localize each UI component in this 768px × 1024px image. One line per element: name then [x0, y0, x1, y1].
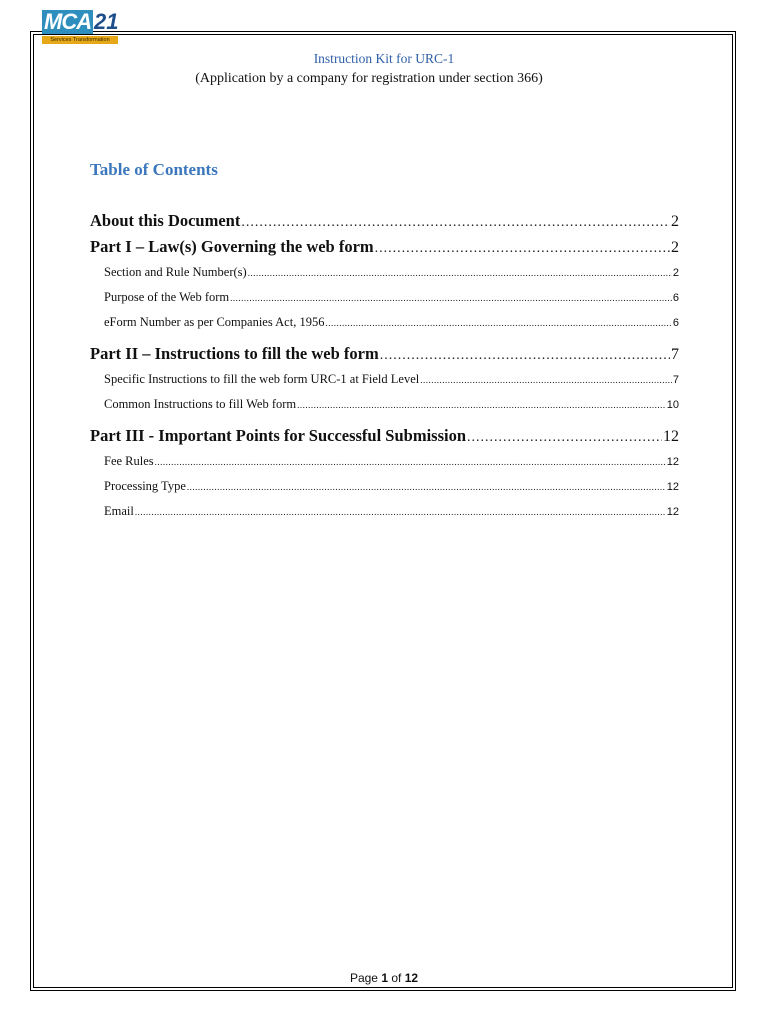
toc-entry-label: Part I – Law(s) Governing the web form: [90, 237, 374, 256]
footer-total-pages: 12: [404, 971, 419, 985]
toc-entry-purpose[interactable]: [90, 285, 679, 310]
logo-text-number: 21: [94, 9, 119, 34]
toc-entry-page: 2: [672, 267, 679, 279]
toc-entry-common-instructions[interactable]: [90, 392, 679, 417]
footer-page-word: Page: [349, 971, 378, 985]
toc-leader-dots: [380, 343, 670, 369]
toc-entry-fee-rules[interactable]: [90, 449, 679, 474]
toc-entry-part-2[interactable]: [90, 341, 679, 367]
toc-entry-part-3[interactable]: [90, 423, 679, 449]
document-subtitle: (Application by a company for registration under section 366): [195, 71, 543, 86]
toc-entry-label: Common Instructions to fill Web form: [104, 397, 297, 411]
toc-entry-label: Fee Rules: [104, 454, 154, 468]
toc-entry-specific-instructions[interactable]: [90, 367, 679, 392]
toc-entry-label: Purpose of the Web form: [104, 290, 230, 304]
logo-tagline: Services Transformation: [42, 36, 118, 44]
toc-entry-email[interactable]: [90, 499, 679, 524]
toc-entry-processing-type[interactable]: [90, 474, 679, 499]
toc-entry-label: eForm Number as per Companies Act, 1956: [104, 315, 325, 329]
toc-entry-label: Part II – Instructions to fill the web form: [90, 344, 379, 363]
logo-text-main: MCA: [44, 9, 92, 34]
toc-entry-page: 12: [663, 428, 679, 445]
toc-leader-dots: [375, 236, 670, 262]
toc-entry-page: 7: [671, 346, 679, 363]
toc-entry-page: 2: [671, 239, 679, 256]
toc-leader-dots: [135, 500, 666, 525]
toc-leader-dots: [230, 286, 672, 311]
footer-of-word: of: [391, 971, 402, 985]
page-footer: [0, 971, 768, 985]
table-of-contents: [90, 208, 679, 524]
toc-leader-dots: [297, 393, 666, 418]
toc-leader-dots: [325, 311, 671, 336]
toc-entry-page: 6: [672, 292, 679, 304]
toc-entry-page: 10: [666, 399, 679, 411]
toc-entry-about[interactable]: [90, 208, 679, 234]
toc-leader-dots: [248, 261, 672, 286]
toc-entry-part-1[interactable]: [90, 234, 679, 260]
toc-entry-label: Section and Rule Number(s): [104, 265, 247, 279]
toc-entry-page: 6: [672, 317, 679, 329]
toc-entry-page: 7: [672, 374, 679, 386]
toc-entry-label: About this Document: [90, 211, 241, 230]
toc-entry-label: Processing Type: [104, 479, 186, 493]
toc-entry-label: Part III - Important Points for Successful Submission: [90, 426, 467, 445]
toc-entry-page: 12: [666, 481, 679, 493]
mca21-logo: [42, 10, 118, 44]
toc-leader-dots: [155, 450, 666, 475]
toc-entry-page: 12: [666, 456, 679, 468]
toc-entry-label: Email: [104, 504, 134, 518]
toc-entry-page: 2: [671, 213, 679, 230]
toc-entry-page: 12: [666, 506, 679, 518]
toc-entry-label: Specific Instructions to fill the web form URC-1 at Field Level: [104, 372, 420, 386]
toc-leader-dots: [420, 368, 672, 393]
footer-current-page: 1: [381, 971, 388, 985]
toc-heading: Table of Contents: [90, 160, 218, 179]
toc-entry-eform-number[interactable]: [90, 310, 679, 335]
toc-leader-dots: [187, 475, 666, 500]
toc-entry-section-rule[interactable]: [90, 260, 679, 285]
toc-leader-dots: [467, 425, 662, 451]
toc-leader-dots: [241, 210, 670, 236]
document-title: Instruction Kit for URC-1: [313, 51, 455, 66]
